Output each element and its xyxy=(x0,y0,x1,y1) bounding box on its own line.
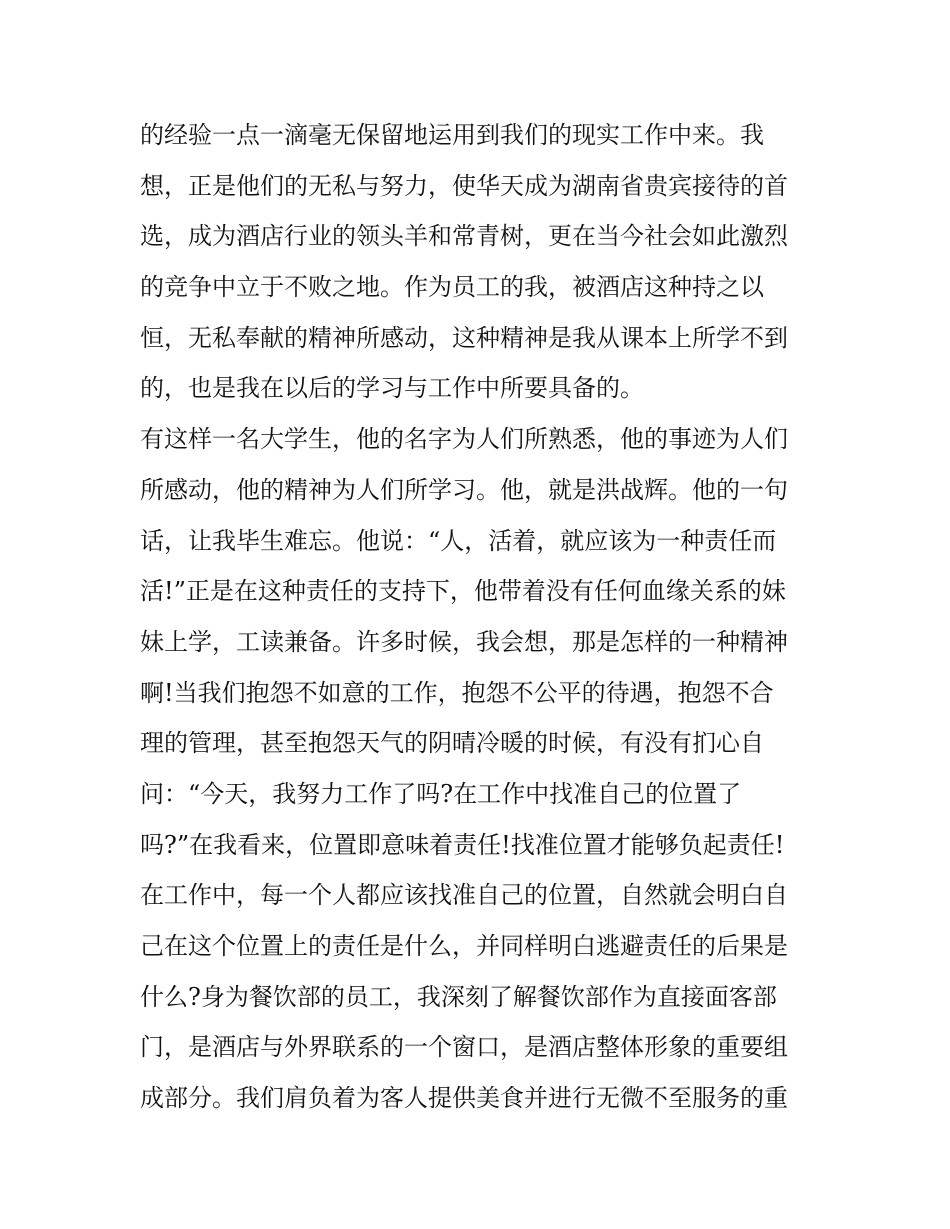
text-line: 在工作中，每一个人都应该找准自己的位置，自然就会明白自 xyxy=(140,881,788,910)
text-line: 想，正是他们的无私与努力，使华天成为湖南省贵宾接待的首 xyxy=(140,171,788,200)
text-line: 恒，无私奉献的精神所感动，这种精神是我从课本上所学不到 xyxy=(140,323,788,352)
text-line: 的竞争中立于不败之地。作为员工的我，被酒店这种持之以 xyxy=(140,273,764,302)
text-line: 的，也是我在以后的学习与工作中所要具备的。 xyxy=(140,374,644,403)
text-line: 什么?身为餐饮部的员工，我深刻了解餐饮部作为直接面客部 xyxy=(140,982,777,1011)
text-line: 选，成为酒店行业的领头羊和常青树，更在当今社会如此激烈 xyxy=(140,222,788,251)
text-line: 成部分。我们肩负着为客人提供美食并进行无微不至服务的重 xyxy=(140,1084,788,1113)
text-line: 有这样一名大学生，他的名字为人们所熟悉，他的事迹为人们 xyxy=(140,425,788,454)
text-line: 门，是酒店与外界联系的一个窗口，是酒店整体形象的重要组 xyxy=(140,1033,788,1062)
text-line: 问：“今天，我努力工作了吗?在工作中找准自己的位置了 xyxy=(140,779,742,808)
text-line: 理的管理，甚至抱怨天气的阴晴冷暖的时候，有没有扪心自 xyxy=(140,729,764,758)
text-line: 妹上学，工读兼备。许多时候，我会想，那是怎样的一种精神 xyxy=(140,627,788,656)
text-line: 活!”正是在这种责任的支持下，他带着没有任何血缘关系的妹 xyxy=(140,577,786,606)
text-line: 话，让我毕生难忘。他说：“人，活着，就应该为一种责任而 xyxy=(140,526,777,555)
text-line: 己在这个位置上的责任是什么，并同样明白逃避责任的后果是 xyxy=(140,932,788,960)
text-line: 啊!当我们抱怨不如意的工作，抱怨不公平的待遇，抱怨不合 xyxy=(140,678,774,707)
text-line: 所感动，他的精神为人们所学习。他，就是洪战辉。他的一句 xyxy=(140,475,788,504)
text-line: 吗?”在我看来，位置即意味着责任!找准位置才能够负起责任! xyxy=(140,830,785,859)
text-line: 的经验一点一滴毫无保留地运用到我们的现实工作中来。我 xyxy=(140,121,764,149)
body-text xyxy=(140,110,820,1124)
